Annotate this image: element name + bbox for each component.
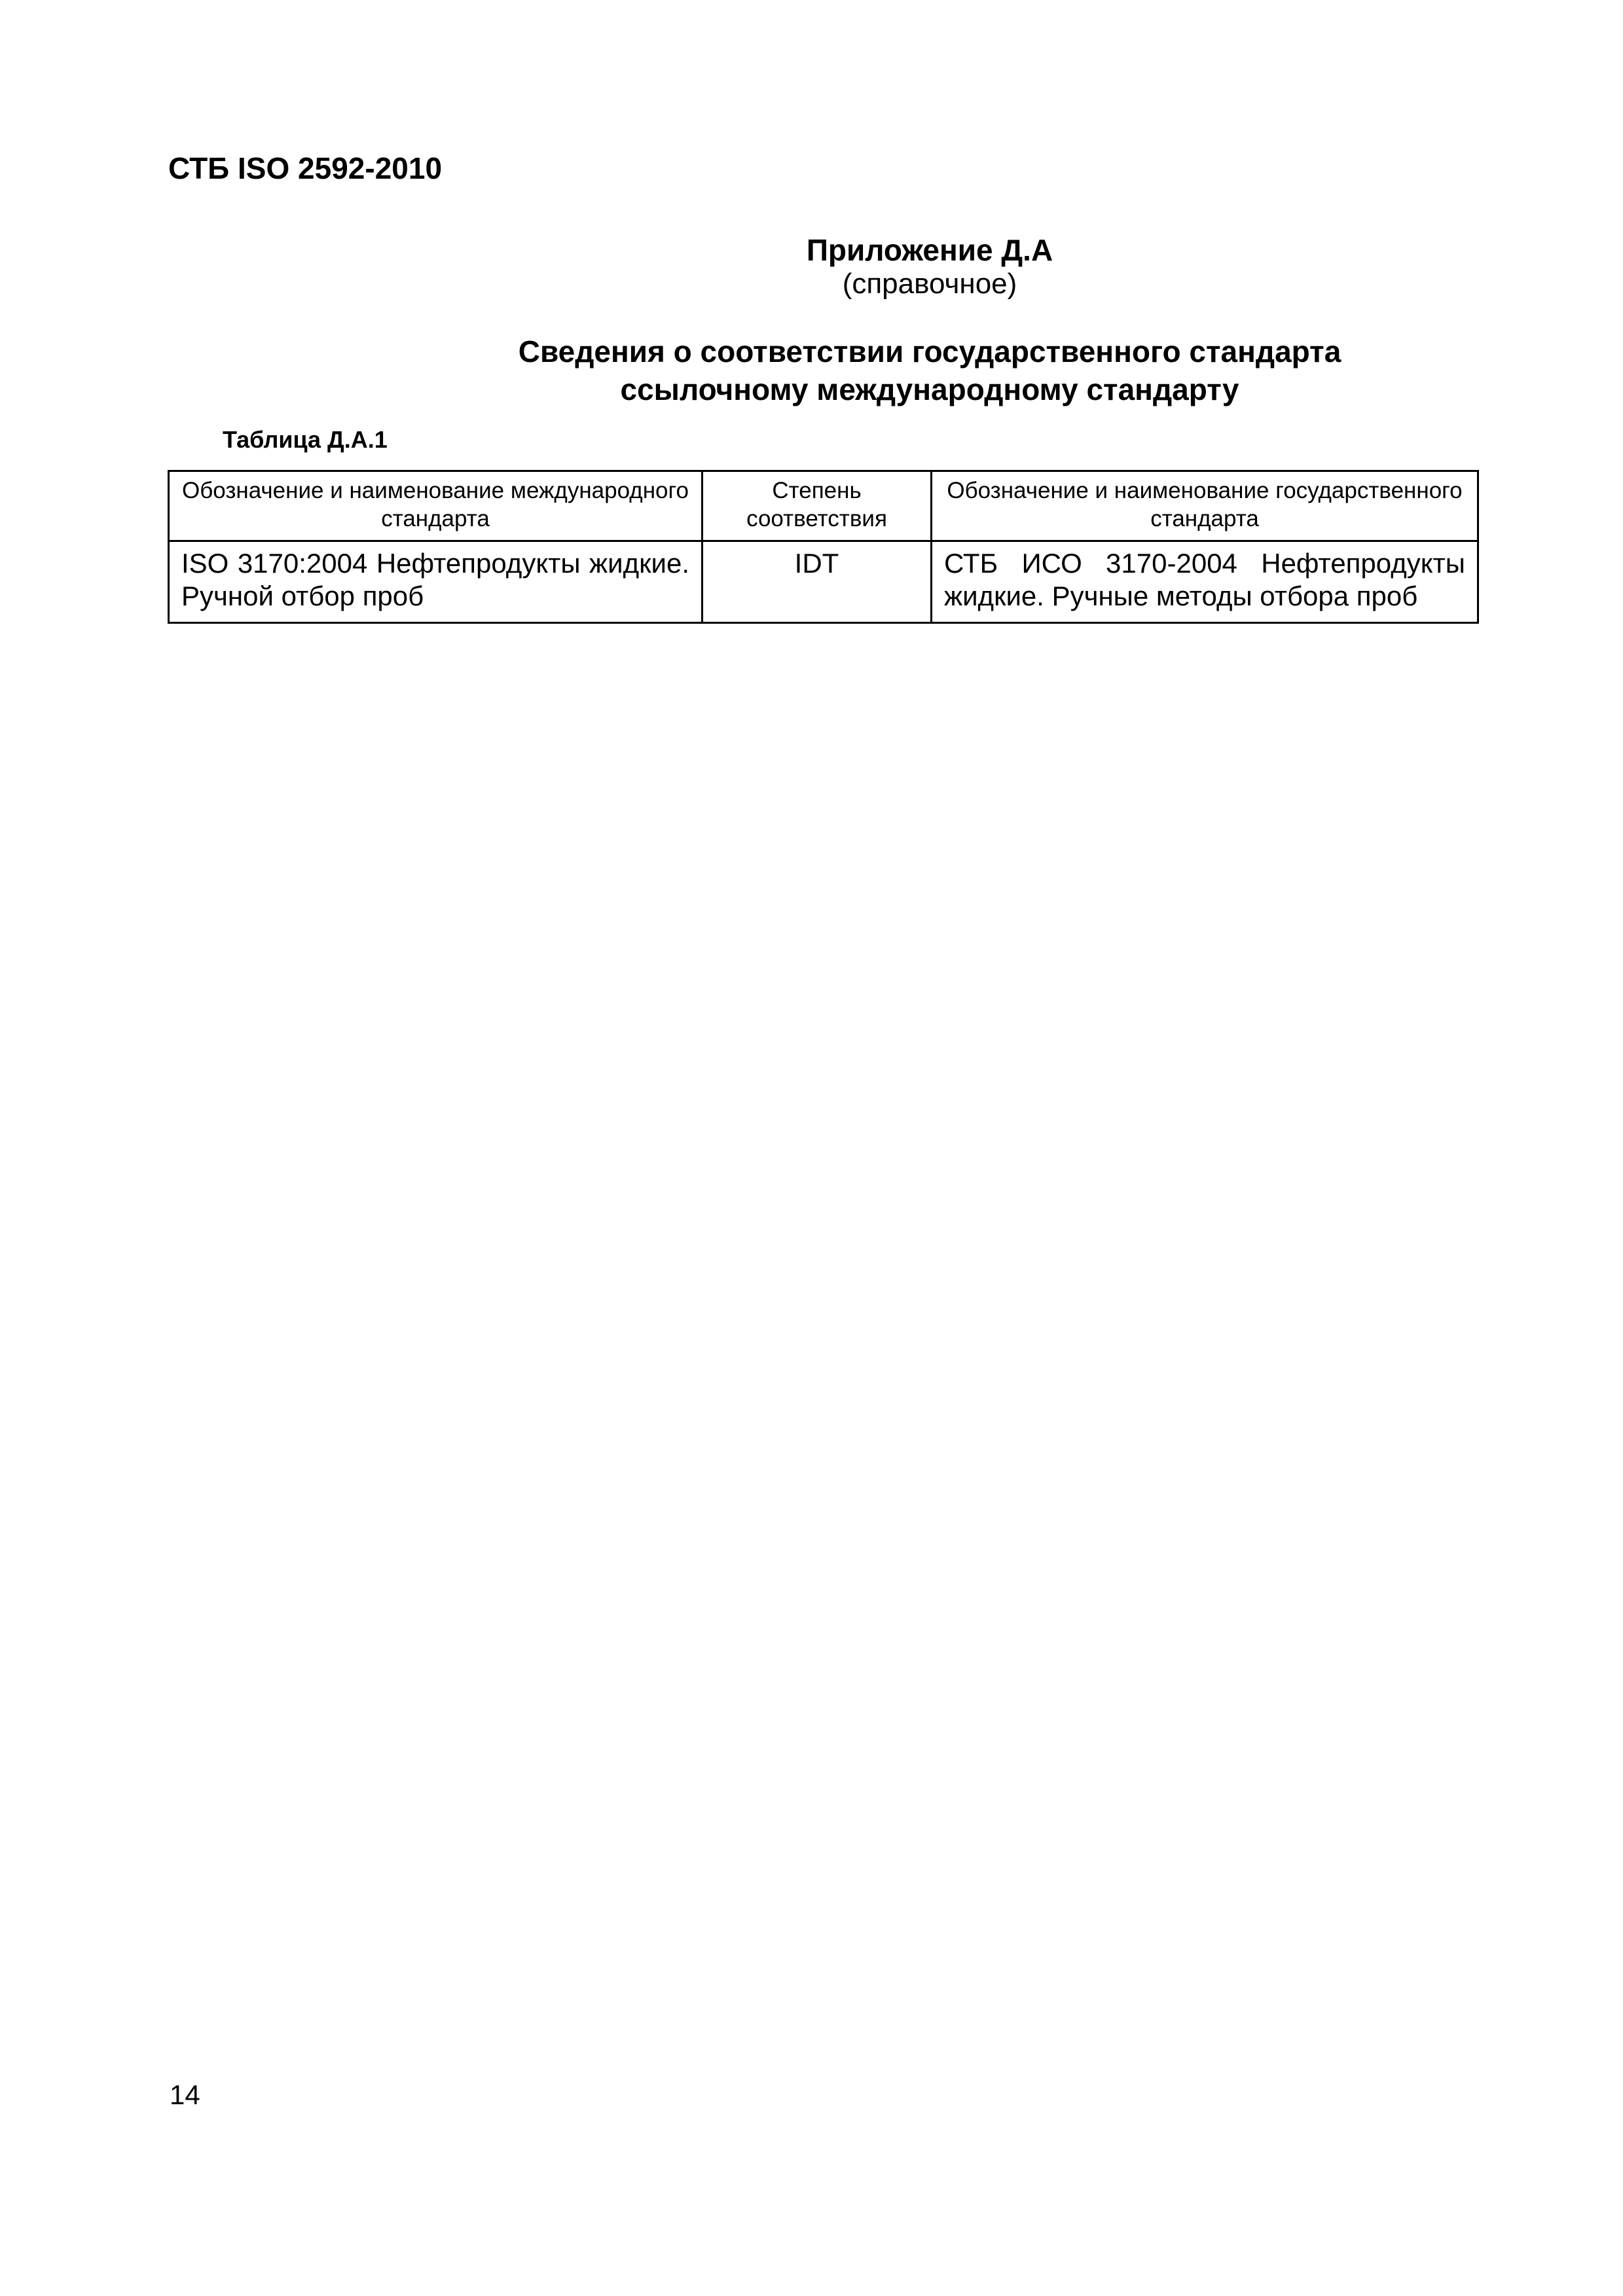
appendix-title: Приложение Д.А [806,233,1053,267]
correspondence-table [168,470,1479,624]
cell-international-standard: ISO 3170:2004 Нефтепродукты жидкие. Ручной отбор проб [169,541,702,623]
table-caption: Таблица Д.А.1 [223,426,388,453]
header-national-standard: Обозначение и наименование государственного стандарта [932,471,1478,541]
appendix-heading [275,332,1584,408]
appendix-heading-line-2: ссылочному международному стандарту [620,372,1239,406]
cell-degree-of-correspondence: IDT [702,541,932,623]
header-international-standard: Обозначение и наименование международного стандарта [169,471,702,541]
appendix-heading-line-1: Сведения о соответствии государственного стандарта [518,334,1341,368]
header-degree-of-correspondence: Степень соответствия [702,471,932,541]
appendix-subtitle: (справочное) [842,268,1017,300]
document-code: СТБ ISO 2592-2010 [168,151,443,185]
table-row [169,541,1478,623]
table-header-row [169,471,1478,541]
page-number: 14 [170,2079,200,2110]
cell-national-standard: СТБ ИСО 3170-2004 Нефтепродукты жидкие. Ручные методы отбора проб [932,541,1478,623]
